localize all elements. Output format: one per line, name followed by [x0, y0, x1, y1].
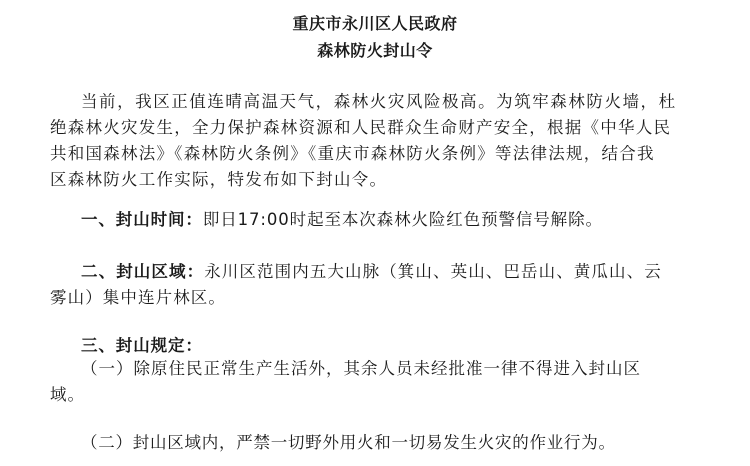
issuer-title: 重庆市永川区人民政府: [292, 14, 458, 33]
intro-line-1: 当前，我区正值连晴高温天气，森林火灾风险极高。为筑牢森林防火墙，杜: [81, 92, 677, 111]
section-2-heading: 二、封山区域：: [81, 262, 205, 281]
intro-line-2: 绝森林火灾发生，全力保护森林资源和人民群众生命财产安全，根据《中华人民: [50, 118, 672, 137]
section-1-text: 即日17:00时起至本次森林火险红色预警信号解除。: [202, 210, 603, 229]
section-2-line-1: [81, 259, 662, 285]
intro-line-3: 共和国森林法》《森林防火条例》《重庆市森林防火条例》等法律法规，结合我: [50, 144, 655, 163]
rule-1-line-1: （一）除原住民正常生产生活外，其余人员未经批准一律不得进入封山区: [81, 359, 641, 378]
section-2-text: 永川区范围内五大山脉（箕山、英山、巴岳山、黄瓜山、云: [204, 262, 662, 281]
rule-1-line-2: 域。: [50, 385, 85, 404]
rule-2: （二）封山区域内，严禁一切野外用火和一切易发生火灾的作业行为。: [81, 433, 616, 452]
document-title: 森林防火封山令: [317, 41, 433, 60]
section-2-line-2: 雾山）集中连片林区。: [50, 288, 226, 307]
intro-line-4: 区森林防火工作实际，特发布如下封山令。: [50, 170, 388, 189]
section-1-heading: 一、封山时间：: [81, 210, 203, 229]
section-3-heading: 三、封山规定：: [81, 336, 203, 355]
section-1: [81, 207, 603, 233]
